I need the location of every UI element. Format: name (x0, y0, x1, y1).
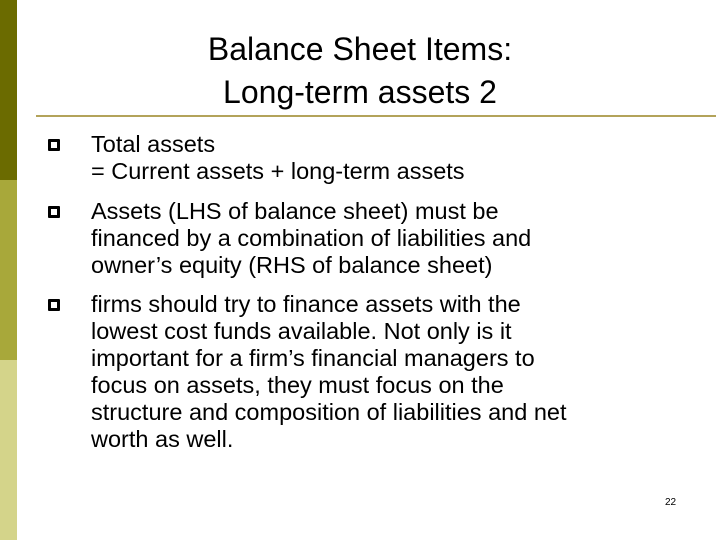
bullet-line: owner’s equity (RHS of balance sheet) (91, 252, 493, 278)
page-number: 22 (665, 497, 677, 508)
bullet-line: = Current assets + long-term assets (91, 158, 465, 184)
slide-title (0, 28, 720, 114)
title-divider (36, 115, 716, 117)
bullet-line: focus on assets, they must focus on the (91, 372, 504, 398)
checkbox-bullet-icon (48, 139, 60, 151)
bullet-text (91, 198, 691, 279)
sidebar-band-mid (0, 180, 17, 360)
title-line-1: Balance Sheet Items: (207, 31, 513, 67)
bullet-line: worth as well. (91, 426, 234, 452)
bullet-line: important for a firm’s financial managers to (91, 345, 535, 371)
bullet-line: Assets (LHS of balance sheet) must be (91, 198, 499, 224)
checkbox-bullet-icon (48, 299, 60, 311)
bullet-line: firms should try to finance assets with the (91, 291, 521, 317)
bullet-text (91, 131, 691, 185)
title-line-2: Long-term assets 2 (223, 74, 497, 110)
bullet-line: Total assets (91, 131, 216, 157)
sidebar-band-light (0, 360, 17, 540)
bullet-line: structure and composition of liabilities and net (91, 399, 567, 425)
bullet-text (91, 291, 691, 453)
bullet-line: lowest cost funds available. Not only is it (91, 318, 512, 344)
bullet-line: financed by a combination of liabilities and (91, 225, 532, 251)
checkbox-bullet-icon (48, 206, 60, 218)
